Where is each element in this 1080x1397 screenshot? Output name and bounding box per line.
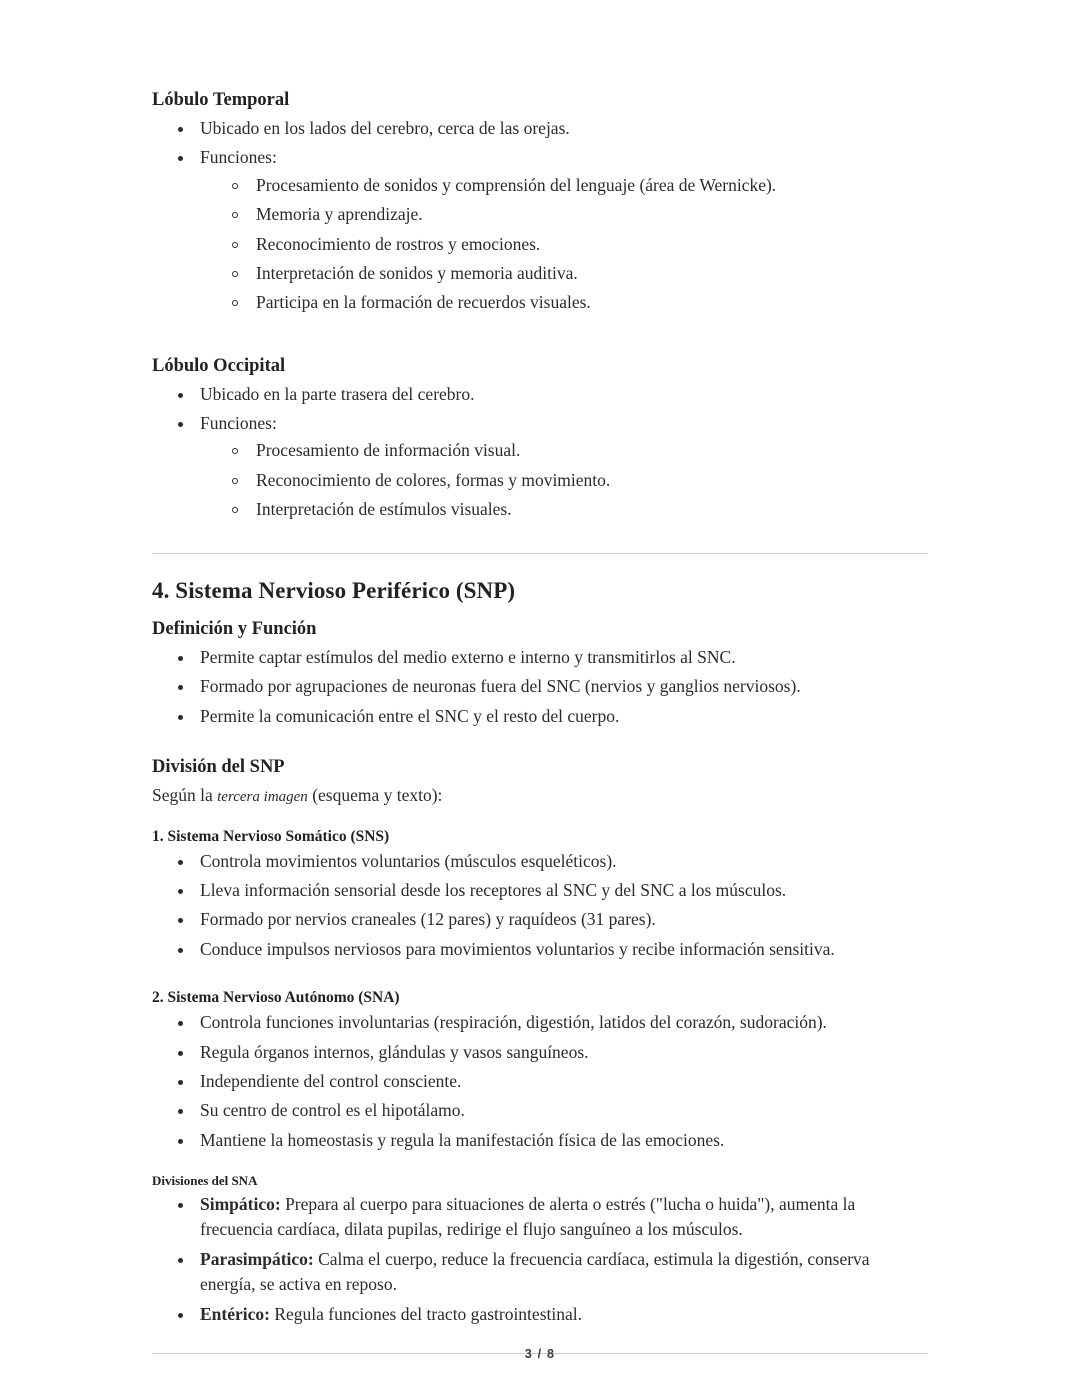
list-item: Ubicado en la parte trasera del cerebro. bbox=[200, 382, 928, 408]
page-footer bbox=[0, 1347, 1080, 1361]
list-item bbox=[200, 1192, 928, 1244]
sublist-lobulo-temporal-funciones bbox=[200, 173, 928, 316]
list-item-label: Funciones: bbox=[200, 147, 277, 168]
list-item bbox=[200, 411, 928, 528]
list-item: Lleva información sensorial desde los receptores al SNC y del SNC a los músculos. bbox=[200, 878, 928, 904]
division-intro-suffix: (esquema y texto): bbox=[307, 785, 443, 806]
heading-sistema-nervioso-somatico: 1. Sistema Nervioso Somático (SNS) bbox=[152, 827, 390, 845]
spacer bbox=[152, 811, 928, 827]
division-intro-prefix: Según la bbox=[152, 785, 218, 806]
list-definicion-y-funcion bbox=[152, 645, 928, 730]
list-item-lead: Simpático: bbox=[200, 1194, 281, 1215]
list-item: Procesamiento de sonidos y comprensión del lenguaje (área de Wernicke). bbox=[256, 173, 928, 198]
division-intro-text bbox=[152, 783, 928, 808]
section-lobulo-occipital bbox=[152, 354, 928, 528]
heading-lobulo-temporal: Lóbulo Temporal bbox=[152, 90, 290, 110]
section-snp bbox=[152, 576, 928, 1328]
list-item: Formado por agrupaciones de neuronas fuera del SNC (nervios y ganglios nerviosos). bbox=[200, 674, 928, 700]
list-item: Interpretación de estímulos visuales. bbox=[256, 497, 928, 522]
list-item: Permite la comunicación entre el SNC y el resto del cuerpo. bbox=[200, 704, 928, 730]
list-item: Interpretación de sonidos y memoria auditiva. bbox=[256, 261, 928, 286]
list-item: Reconocimiento de colores, formas y movimiento. bbox=[256, 468, 928, 493]
list-lobulo-temporal bbox=[152, 116, 928, 321]
heading-definicion-y-funcion: Definición y Función bbox=[152, 619, 317, 640]
sublist-lobulo-occipital-funciones bbox=[200, 438, 928, 522]
list-item-lead: Entérico: bbox=[200, 1303, 270, 1324]
list-item: Independiente del control consciente. bbox=[200, 1069, 928, 1095]
list-item: Ubicado en los lados del cerebro, cerca de las orejas. bbox=[200, 116, 928, 142]
list-item-label: Funciones: bbox=[200, 413, 277, 434]
heading-divisiones-del-sna: Divisiones del SNA bbox=[152, 1173, 258, 1189]
heading-snp: 4. Sistema Nervioso Periférico (SNP) bbox=[152, 577, 516, 603]
list-item: Formado por nervios craneales (12 pares) y raquídeos (31 pares). bbox=[200, 907, 928, 933]
list-item: Su centro de control es el hipotálamo. bbox=[200, 1098, 928, 1124]
section-lobulo-temporal bbox=[152, 88, 928, 321]
list-item: Memoria y aprendizaje. bbox=[256, 202, 928, 227]
list-item-lead: Parasimpático: bbox=[200, 1248, 314, 1269]
list-item: Reconocimiento de rostros y emociones. bbox=[256, 232, 928, 257]
list-item: Conduce impulsos nerviosos para movimientos voluntarios y recibe información sensitiva. bbox=[200, 937, 928, 963]
spacer bbox=[152, 966, 928, 988]
list-item bbox=[200, 1247, 928, 1299]
list-item bbox=[200, 145, 928, 320]
page-number: 3 / 8 bbox=[524, 1347, 556, 1361]
spacer bbox=[152, 733, 928, 755]
spacer bbox=[152, 554, 928, 576]
list-item: Controla movimientos voluntarios (músculos esqueléticos). bbox=[200, 849, 928, 875]
list-lobulo-occipital bbox=[152, 382, 928, 528]
list-sns bbox=[152, 849, 928, 964]
list-item: Controla funciones involuntarias (respiración, digestión, latidos del corazón, sudoración). bbox=[200, 1010, 928, 1036]
spacer bbox=[152, 531, 928, 553]
list-item: Permite captar estímulos del medio externo e interno y transmitirlos al SNC. bbox=[200, 645, 928, 671]
division-intro-italic: tercera imagen bbox=[217, 789, 308, 806]
heading-sistema-nervioso-autonomo: 2. Sistema Nervioso Autónomo (SNA) bbox=[152, 989, 400, 1007]
list-divisiones-del-sna bbox=[152, 1192, 928, 1328]
list-item-text: Prepara al cuerpo para situaciones de alerta o estrés ("lucha o huida"), aumenta la frecuencia cardíaca, dilata pupilas, redirige el flujo sanguíneo a los músculos. bbox=[200, 1194, 856, 1240]
list-item-text: Regula funciones del tracto gastrointestinal. bbox=[269, 1303, 582, 1324]
spacer bbox=[152, 324, 928, 354]
list-item-text: Calma el cuerpo, reduce la frecuencia cardíaca, estimula la digestión, conserva energía, se activa en reposo. bbox=[200, 1248, 870, 1295]
list-item: Procesamiento de información visual. bbox=[256, 438, 928, 463]
list-item: Participa en la formación de recuerdos visuales. bbox=[256, 290, 928, 315]
list-item: Mantiene la homeostasis y regula la manifestación física de las emociones. bbox=[200, 1128, 928, 1154]
list-item: Regula órganos internos, glándulas y vasos sanguíneos. bbox=[200, 1040, 928, 1066]
heading-division-del-snp: División del SNP bbox=[152, 757, 285, 778]
heading-lobulo-occipital: Lóbulo Occipital bbox=[152, 355, 286, 376]
list-sna bbox=[152, 1010, 928, 1154]
list-item bbox=[200, 1302, 928, 1328]
spacer bbox=[152, 1157, 928, 1173]
